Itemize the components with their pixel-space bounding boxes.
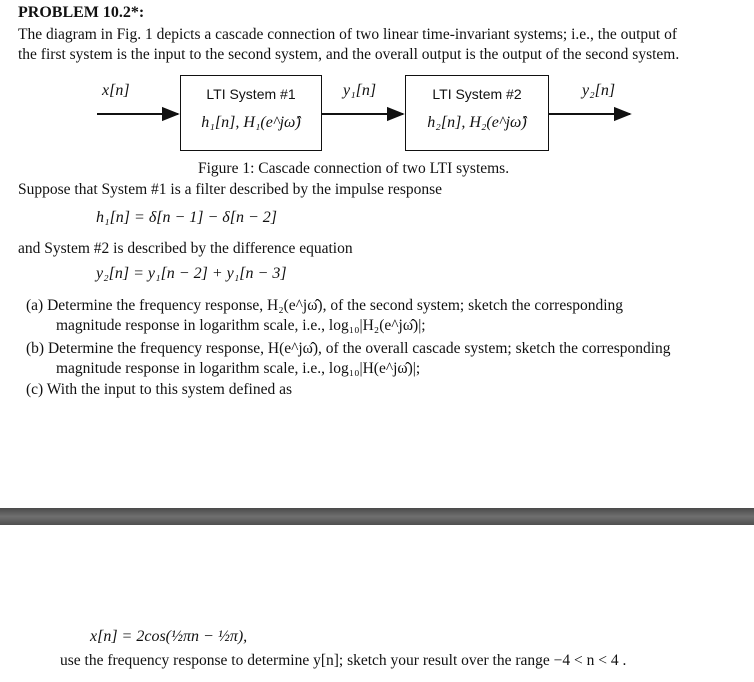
system-2-name: LTI System #2 [432, 86, 522, 102]
input-signal-label: x[n] [102, 82, 130, 99]
output-signal-label: y₂[n] [582, 82, 616, 99]
use-frequency-response-text: use the frequency response to determine y[n]; sketch your result over the range −4 < n < 4 . [60, 652, 627, 669]
system-2-response: h₂[n], H₂(e^jω̂) [427, 114, 527, 131]
problem-title: PROBLEM 10.2*: [18, 4, 145, 21]
system-2-text: and System #2 is described by the difference equation [18, 240, 353, 257]
intro-line-2: the first system is the input to the second system, and the overall output is the output of the second system. [18, 46, 680, 63]
part-a-line-1: (a) Determine the frequency response, H₂(e^jω̂), of the second system; sketch the corresponding [26, 297, 624, 314]
system-1-name: LTI System #1 [206, 86, 296, 102]
system-1-response: h₁[n], H₁(e^jω̂) [201, 114, 301, 131]
lti-system-2-box [405, 75, 549, 151]
page-divider [0, 508, 754, 525]
part-c-line-1: (c) With the input to this system defined as [26, 381, 292, 398]
part-b-line-1: (b) Determine the frequency response, H(e^jω̂), of the overall cascade system; sketch the corresponding [26, 340, 671, 357]
input-signal-equation: x[n] = 2cos(½πn − ½π), [90, 628, 248, 645]
part-a-line-2: magnitude response in logarithm scale, i.e., log₁₀|H₂(e^jω̂)|; [56, 317, 426, 334]
difference-equation: y₂[n] = y₁[n − 2] + y₁[n − 3] [96, 265, 287, 282]
impulse-response-equation: h₁[n] = δ[n − 1] − δ[n − 2] [96, 209, 277, 226]
part-b-line-2: magnitude response in logarithm scale, i.e., log₁₀|H(e^jω̂)|; [56, 360, 421, 377]
suppose-text: Suppose that System #1 is a filter described by the impulse response [18, 181, 443, 198]
intro-line-1: The diagram in Fig. 1 depicts a cascade connection of two linear time-invariant systems; i.e., the output of [18, 26, 677, 43]
middle-signal-label: y₁[n] [343, 82, 377, 99]
lti-system-1-box [180, 75, 322, 151]
figure-caption: Figure 1: Cascade connection of two LTI systems. [198, 160, 510, 177]
